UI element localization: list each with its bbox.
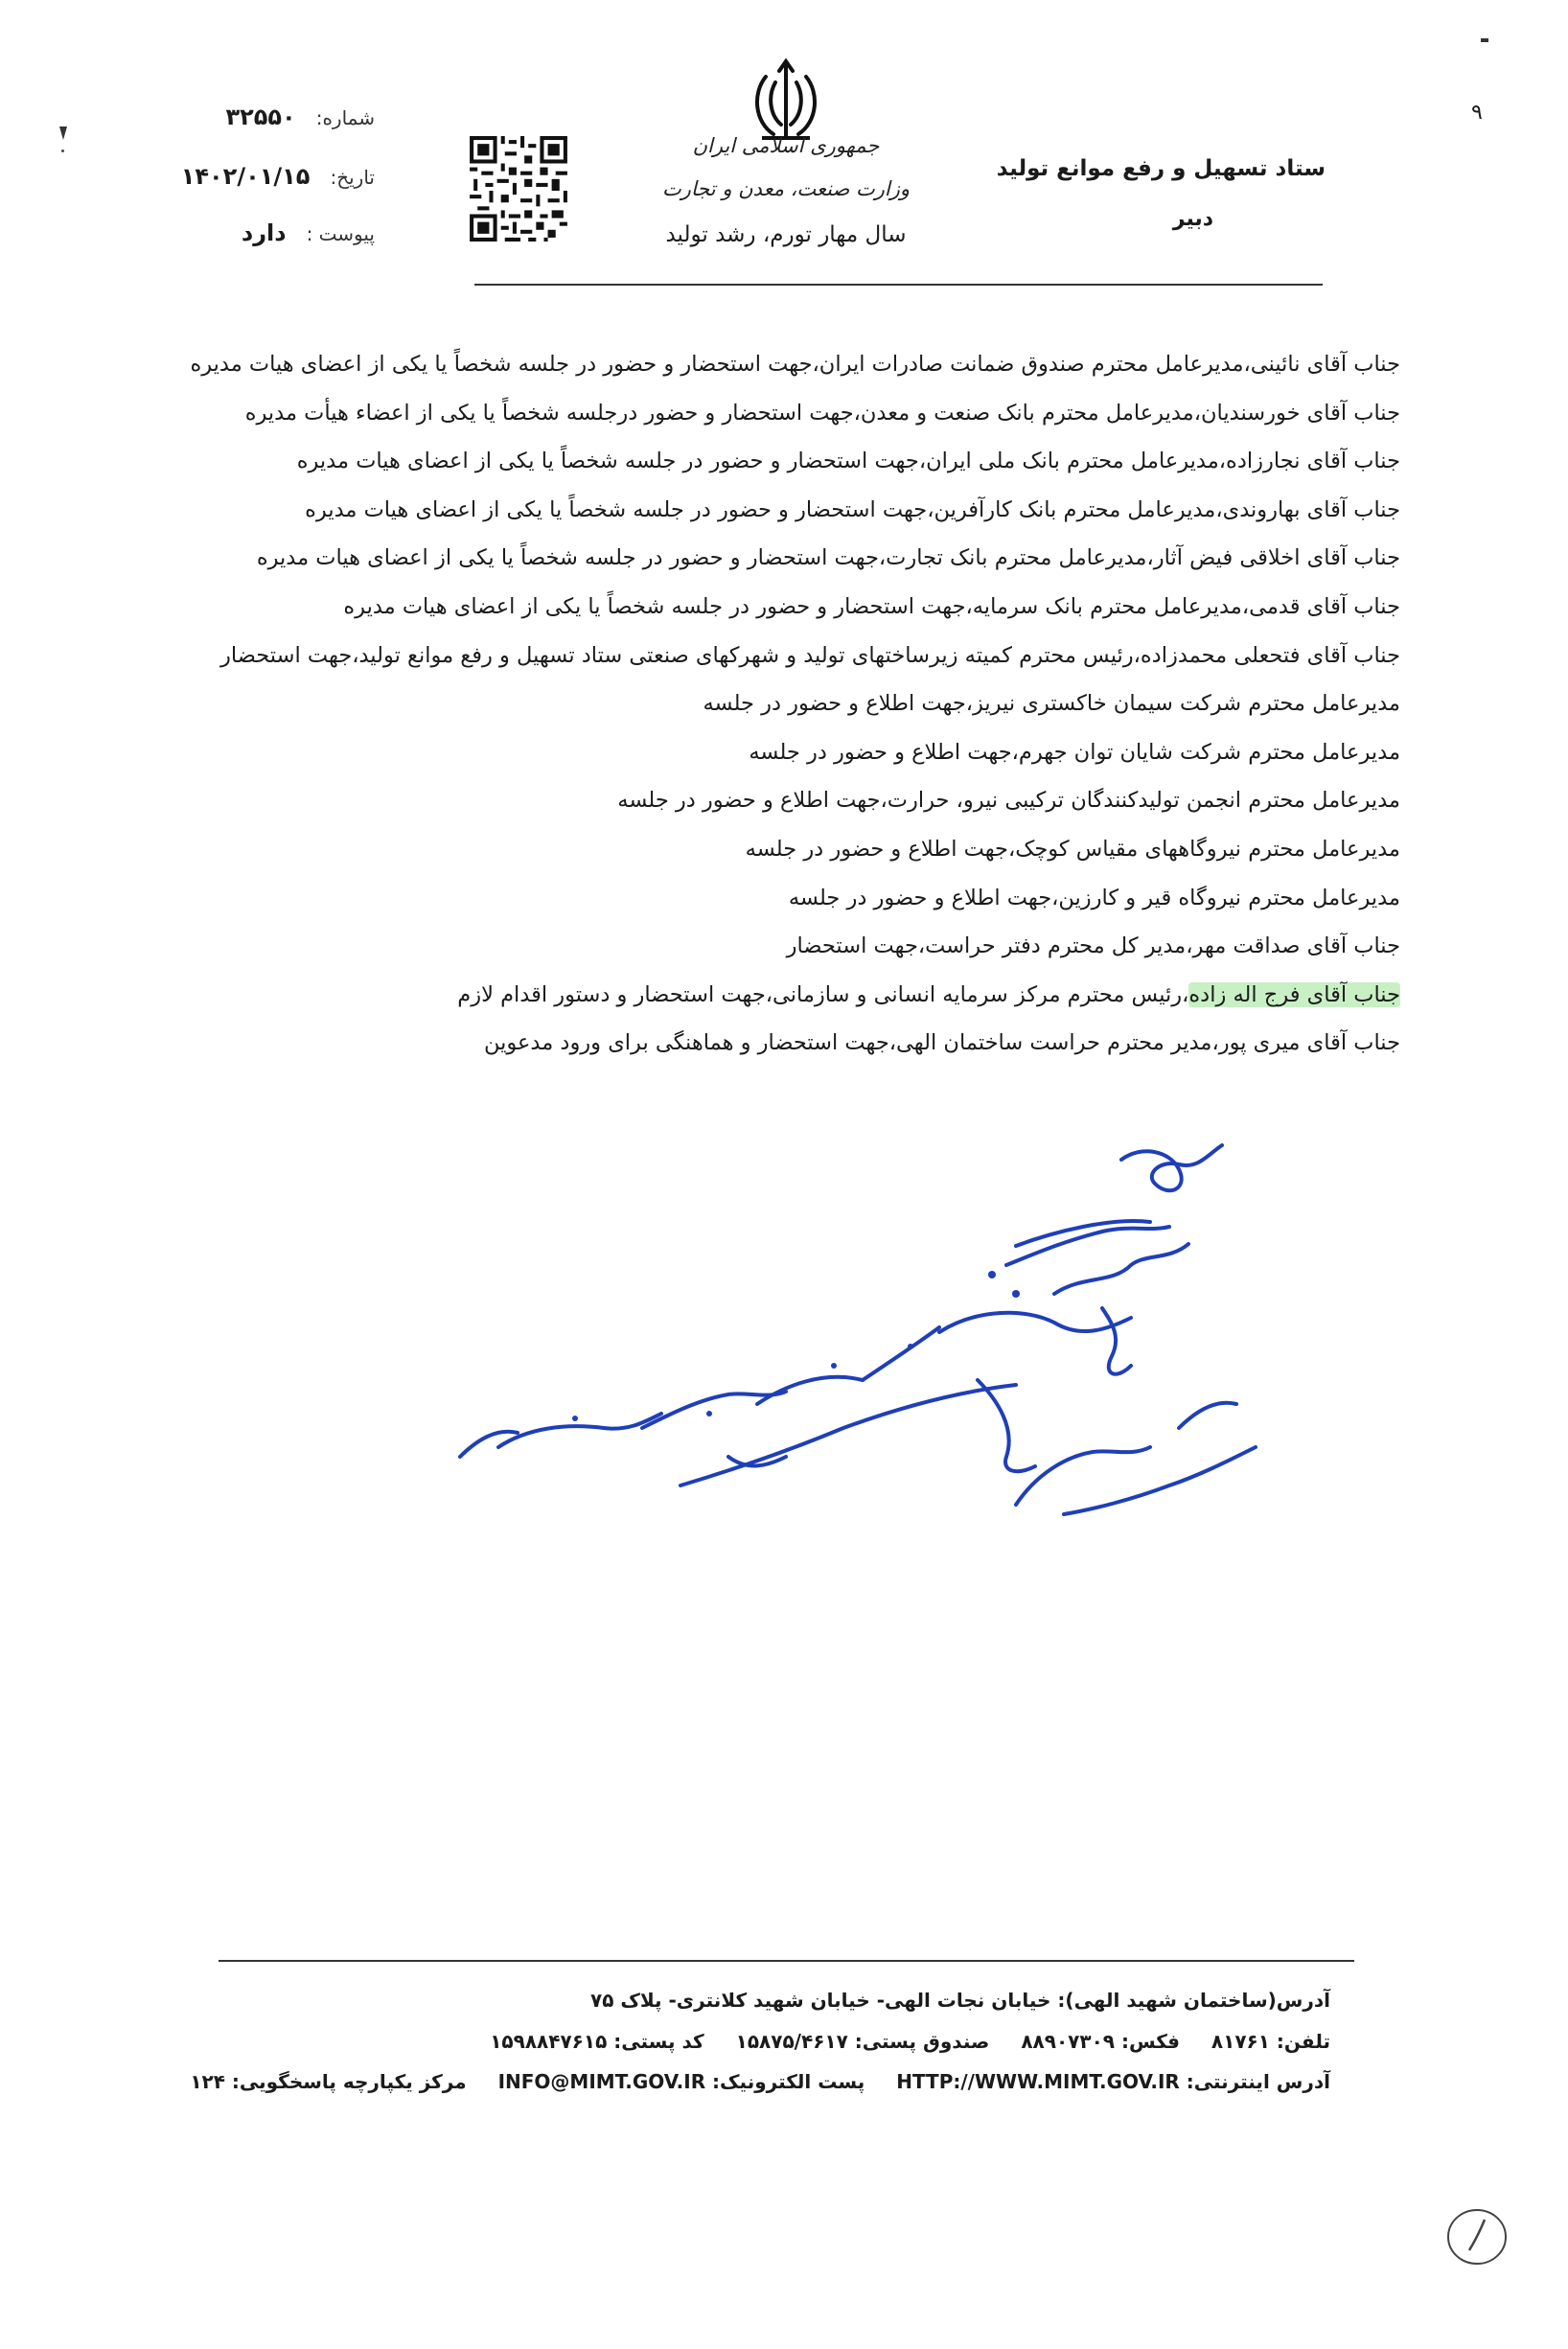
organization-title: ستاد تسهیل و رفع موانع تولید: [996, 156, 1326, 181]
highlighted-name: جناب آقای فرج اله زاده: [1188, 981, 1400, 1007]
footer-email[interactable]: پست الکترونیک: INFO@MIMT.GOV.IR: [497, 2070, 865, 2093]
recipient-line: جناب آقای بهاروندی،مدیرعامل محترم بانک کارآفرین،جهت استحضار و حضور در جلسه شخصاً یا یکی از اعضای هیات مدیره: [305, 496, 1400, 522]
year-slogan: سال مهار تورم، رشد تولید: [665, 222, 907, 247]
letter-number-label: شماره:: [315, 106, 375, 129]
letter-number-value: ۳۲۵۵۰: [225, 104, 296, 130]
letter-date-value: ۱۴۰۲/۰۱/۱۵: [180, 163, 311, 190]
corner-tick: [1481, 38, 1488, 42]
page-stamp-icon: [1442, 2202, 1511, 2269]
footer-phone: تلفن: ۸۱۷۶۱: [1211, 2030, 1330, 2053]
recipient-line: مدیرعامل محترم شرکت شایان توان جهرم،جهت اطلاع و حضور در جلسه: [749, 739, 1400, 765]
recipient-line: مدیرعامل محترم انجمن تولیدکنندگان ترکیبی نیرو، حرارت،جهت اطلاع و حضور در جلسه: [617, 788, 1400, 814]
iran-emblem-icon: [743, 50, 829, 146]
recipient-line: جناب آقای صداقت مهر،مدیر کل محترم دفتر حراست،جهت استحضار: [786, 933, 1400, 959]
recipient-line: مدیرعامل محترم نیروگاههای مقیاس کوچک،جهت اطلاع و حضور در جلسه: [745, 836, 1400, 862]
highlighted-recipient-line: [154, 971, 1400, 1020]
letter-date-label: تاریخ:: [330, 166, 375, 189]
recipient-line: جناب آقای نائینی،مدیرعامل محترم صندوق ضمانت صادرات ایران،جهت استحضار و حضور در جلسه شخصاً یا یکی از اعضای هیات مدیره: [190, 352, 1400, 377]
highlighted-recipient-rest: ،رئیس محترم مرکز سرمایه انسانی و سازمانی،جهت استحضار و دستور اقدام لازم: [457, 981, 1189, 1007]
footer-website[interactable]: آدرس اینترنتی: HTTP://WWW.MIMT.GOV.IR: [896, 2070, 1330, 2093]
recipient-line: جناب آقای فتحعلی محمدزاده،رئیس محترم کمیته زیرساختهای تولید و شهرکهای صنعتی ستاد تسهیل و رفع موانع تولید،جهت استحضار: [220, 642, 1400, 668]
corner-mark: ۹: [1471, 101, 1483, 125]
letter-attachment-value: دارد: [241, 219, 287, 246]
handwritten-annotation: [441, 1140, 1351, 1581]
footer-divider: [219, 1960, 1354, 1962]
margin-dot: [61, 150, 64, 152]
republic-title: جمهوری اسلامی ایران: [692, 134, 880, 157]
margin-mark: [59, 127, 67, 140]
footer-po-box: صندوق پستی: ۱۵۸۷۵/۴۶۱۷: [735, 2030, 990, 2053]
recipient-line: جناب آقای قدمی،مدیرعامل محترم بانک سرمایه،جهت استحضار و حضور در جلسه شخصاً یا یکی از اعضای هیات مدیره: [343, 593, 1400, 619]
ministry-title: وزارت صنعت، معدن و تجارت: [661, 177, 911, 200]
letter-attachment: [242, 219, 375, 246]
letter-attachment-label: پیوست :: [306, 222, 375, 245]
footer-contact: [490, 2030, 1330, 2053]
recipients-list: [154, 340, 1400, 1068]
footer-call-center: مرکز یکپارچه پاسخگویی: ۱۲۴: [190, 2070, 467, 2093]
recipient-line: مدیرعامل محترم نیروگاه قیر و کارزین،جهت اطلاع و حضور در جلسه: [788, 885, 1400, 910]
footer-postal-code: کد پستی: ۱۵۹۸۸۴۷۶۱۵: [490, 2030, 704, 2053]
header-divider: [474, 284, 1323, 286]
footer-address: آدرس(ساختمان شهید الهی): خیابان نجات الهی- خیابان شهید کلانتری- پلاک ۷۵: [589, 1989, 1330, 2012]
recipient-line: جناب آقای اخلاقی فیض آثار،مدیرعامل محترم بانک تجارت،جهت استحضار و حضور در جلسه شخصاً یا یکی از اعضای هیات مدیره: [256, 545, 1400, 571]
recipient-line: جناب آقای خورسندیان،مدیرعامل محترم بانک صنعت و معدن،جهت استحضار و حضور درجلسه شخصاً یا یکی از اعضاء هیأت مدیره: [244, 400, 1400, 426]
organization-role: دبیر: [1172, 207, 1213, 231]
footer-fax: فکس: ۸۸۹۰۷۳۰۹: [1021, 2030, 1180, 2053]
letter-date: [181, 163, 375, 190]
recipient-line: جناب آقای نجارزاده،مدیرعامل محترم بانک ملی ایران،جهت استحضار و حضور در جلسه شخصاً یا یکی از اعضای هیات مدیره: [296, 449, 1400, 474]
footer-online: [190, 2070, 1330, 2093]
recipient-line: مدیرعامل محترم شرکت سیمان خاکستری نیریز،جهت اطلاع و حضور در جلسه: [703, 691, 1400, 717]
recipient-line: جناب آقای میری پور،مدیر محترم حراست ساختمان الهی،جهت استحضار و هماهنگی برای ورود مدعوین: [483, 1030, 1400, 1056]
letter-number: [225, 104, 375, 130]
qr-code-icon: [470, 136, 567, 242]
